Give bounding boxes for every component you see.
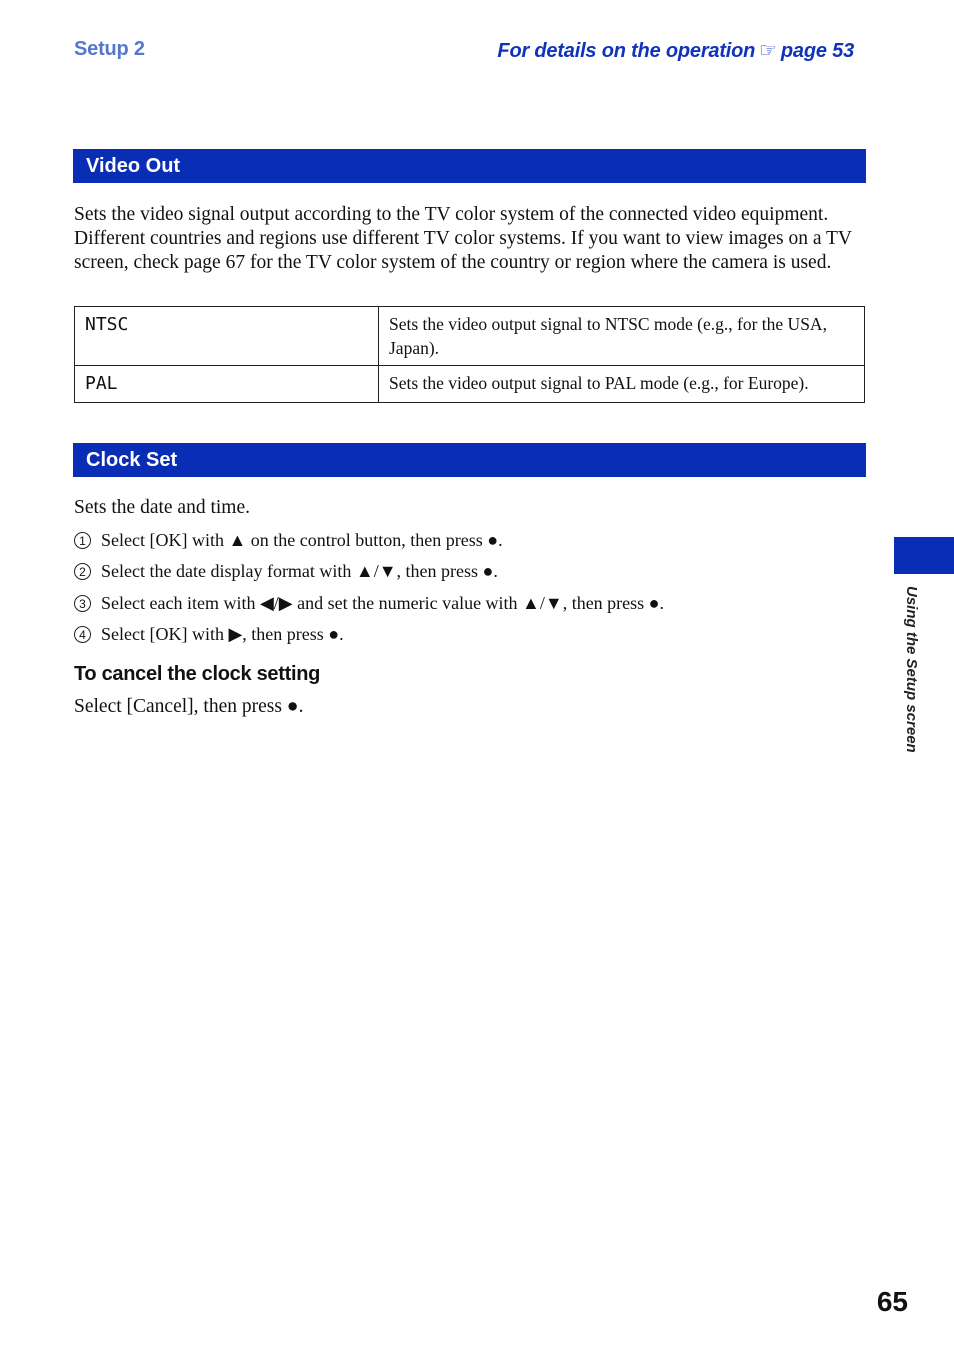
list-item	[74, 623, 344, 645]
cancel-heading: To cancel the clock setting	[74, 663, 321, 685]
details-prefix: For details on the operation	[497, 40, 756, 62]
list-item	[74, 560, 498, 582]
step-number: 3	[74, 595, 91, 612]
step-number: 2	[74, 563, 91, 580]
video-out-options-table	[74, 306, 865, 403]
section-name: Setup 2	[74, 38, 145, 60]
list-item	[74, 592, 664, 614]
clock-set-intro: Sets the date and time.	[74, 497, 250, 518]
video-out-description: Sets the video signal output according to the TV color system of the connected video equipment. Different countries and regions use different TV color systems. If you want to view images on a TV screen, check page 67 for the TV color system of the country or region where the camera is used.	[74, 204, 852, 273]
clock-set-heading: Clock Set	[73, 443, 866, 477]
cancel-text: Select [Cancel], then press ●.	[74, 696, 304, 717]
page-number: 65	[876, 1286, 908, 1317]
details-page-link[interactable]: page 53	[780, 40, 854, 62]
option-key: NTSC	[75, 307, 379, 366]
details-reference	[497, 38, 854, 63]
step-text: Select [OK] with ▶, then press ●.	[101, 624, 344, 644]
chapter-label: Using the Setup screen	[903, 586, 920, 753]
option-description: Sets the video output signal to PAL mode (e.g., for Europe).	[379, 366, 865, 403]
table-row	[75, 307, 865, 366]
step-text: Select the date display format with ▲/▼, then press ●.	[101, 561, 498, 581]
list-item	[74, 529, 503, 551]
video-out-heading: Video Out	[73, 149, 866, 183]
step-text: Select [OK] with ▲ on the control button, then press ●.	[101, 530, 503, 550]
table-row	[75, 366, 865, 403]
step-number: 4	[74, 626, 91, 643]
option-description: Sets the video output signal to NTSC mode (e.g., for the USA, Japan).	[379, 307, 865, 366]
option-key: PAL	[75, 366, 379, 403]
chapter-tab	[894, 537, 954, 574]
pointing-hand-icon: ☞	[759, 40, 777, 62]
step-number: 1	[74, 532, 91, 549]
step-text: Select each item with ◀/▶ and set the numeric value with ▲/▼, then press ●.	[101, 593, 665, 613]
